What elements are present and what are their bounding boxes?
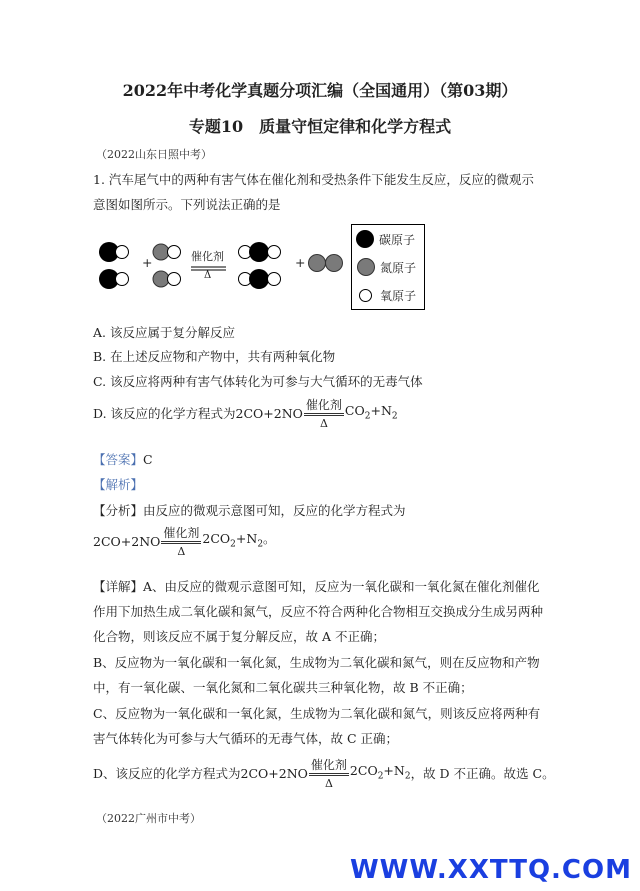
option-b: B. 在上述反应物和产物中，共有两种氧化物 bbox=[93, 349, 336, 364]
option-d-eq-right: $CO_2+N_2$ bbox=[344, 403, 398, 422]
next-question-source: （2022广州市中考） bbox=[96, 812, 201, 825]
co-molecule-2 bbox=[99, 269, 129, 289]
legend-carbon-label: 碳原子 bbox=[379, 232, 416, 247]
catalyst-label: 催化剂 bbox=[191, 250, 224, 263]
detail-d-heat: Δ bbox=[324, 777, 333, 790]
n2-molecule bbox=[309, 255, 343, 272]
document-title: 2022年中考化学真题分项汇编（全国通用）（第03期） bbox=[122, 81, 518, 100]
oxygen-atom-swatch bbox=[359, 289, 372, 302]
document-subtitle: 专题10 质量守恒定律和化学方程式 bbox=[188, 117, 452, 136]
option-d-catalyst: 催化剂 bbox=[305, 398, 342, 412]
option-d-eq-left: 2CO+2NO bbox=[235, 406, 303, 421]
detail-a-line2: 作用下加热生成二氧化碳和氮气，反应不符合两种化合物相互交换成分生成另两种 bbox=[93, 604, 544, 619]
legend-carbon bbox=[356, 225, 424, 253]
fenxi-arrow bbox=[161, 541, 201, 544]
answer-line bbox=[93, 451, 153, 469]
fenxi-eq-right: $2CO_2+N_2$。 bbox=[202, 531, 276, 550]
detail-b-line2: 中，有一氧化碳、一氧化氮和二氧化碳共三种氧化物，故 B 不正确； bbox=[93, 680, 473, 695]
no-molecule-2 bbox=[153, 271, 181, 287]
detail-d-arrow bbox=[309, 773, 349, 776]
analysis-label: 【解析】 bbox=[93, 477, 144, 492]
fenxi-heat: Δ bbox=[177, 545, 186, 558]
nitrogen-atom-swatch bbox=[357, 258, 375, 276]
answer-label: 【答案】 bbox=[93, 452, 144, 467]
option-c: C. 该反应将两种有害气体转化为可参与大气循环的无毒气体 bbox=[93, 374, 423, 389]
question-stem-line2: 意图如图所示。下列说法正确的是 bbox=[93, 197, 281, 212]
co2-molecule-2 bbox=[239, 269, 281, 289]
detail-d-catalyst: 催化剂 bbox=[310, 758, 347, 772]
carbon-atom-swatch bbox=[356, 230, 374, 248]
detail-d-line: D、该反应的化学方程式为 2CO+2NO $\frac{\text{催化剂}}{\Delta}$ $2CO_2+N_2$ ，故 D 不正确。故选 C。 bbox=[93, 758, 555, 790]
detail-d-condition bbox=[309, 758, 349, 790]
legend-oxygen bbox=[356, 281, 424, 309]
xiangjie-label: 【详解】 bbox=[93, 579, 144, 594]
question-stem-line1: 1. 汽车尾气中的两种有害气体在催化剂和受热条件下能发生反应，反应的微观示 bbox=[93, 172, 534, 187]
legend-nitrogen-label: 氮原子 bbox=[380, 260, 417, 275]
option-d-condition bbox=[304, 398, 344, 430]
option-d bbox=[93, 398, 398, 430]
option-a: A. 该反应属于复分解反应 bbox=[93, 325, 235, 340]
legend-oxygen-label: 氧原子 bbox=[380, 288, 417, 303]
detail-c-line1: C、反应物为一氧化碳和一氧化氮，生成物为二氧化碳和氮气，则该反应将两种有 bbox=[93, 706, 541, 721]
legend-nitrogen bbox=[356, 253, 424, 281]
fenxi-eq-left: 2CO+2NO bbox=[93, 534, 161, 549]
fenxi-equation bbox=[93, 526, 276, 558]
fenxi-text: 由反应的微观示意图可知，反应的化学方程式为 bbox=[143, 503, 406, 518]
question-source: （2022山东日照中考） bbox=[96, 148, 212, 161]
answer-value: C bbox=[143, 452, 153, 467]
detail-a-line3: 化合物，则该反应不属于复分解反应，故 A 不正确； bbox=[93, 629, 385, 644]
option-d-heat: Δ bbox=[319, 417, 328, 430]
no-molecule-1 bbox=[153, 244, 181, 260]
fenxi-catalyst: 催化剂 bbox=[163, 526, 200, 540]
detail-c-line2: 害气体转化为可参与大气循环的无毒气体，故 C 正确； bbox=[93, 731, 399, 746]
option-d-prefix: D. 该反应的化学方程式为 bbox=[93, 406, 236, 421]
option-d-arrow bbox=[304, 413, 344, 416]
detail-b-line1: B、反应物为一氧化碳和一氧化氮，生成物为二氧化碳和氮气，则在反应物和产物 bbox=[93, 655, 540, 670]
reaction-diagram bbox=[93, 222, 433, 308]
plus-sign-2: + bbox=[295, 255, 306, 270]
fenxi-label: 【分析】 bbox=[93, 503, 144, 518]
heat-symbol: Δ bbox=[204, 270, 212, 281]
co-molecule-1 bbox=[99, 242, 129, 262]
fenxi-line bbox=[93, 502, 406, 520]
plus-sign-1: + bbox=[142, 255, 153, 270]
co2-molecule-1 bbox=[239, 242, 281, 262]
watermark: WWW.XXTTQ.COM bbox=[350, 855, 632, 885]
atom-legend bbox=[351, 224, 425, 310]
fenxi-condition bbox=[161, 526, 201, 558]
detail-a-line1: 【详解】A、由反应的微观示意图可知，反应为一氧化碳和一氧化氮在催化剂催化 bbox=[93, 579, 540, 594]
